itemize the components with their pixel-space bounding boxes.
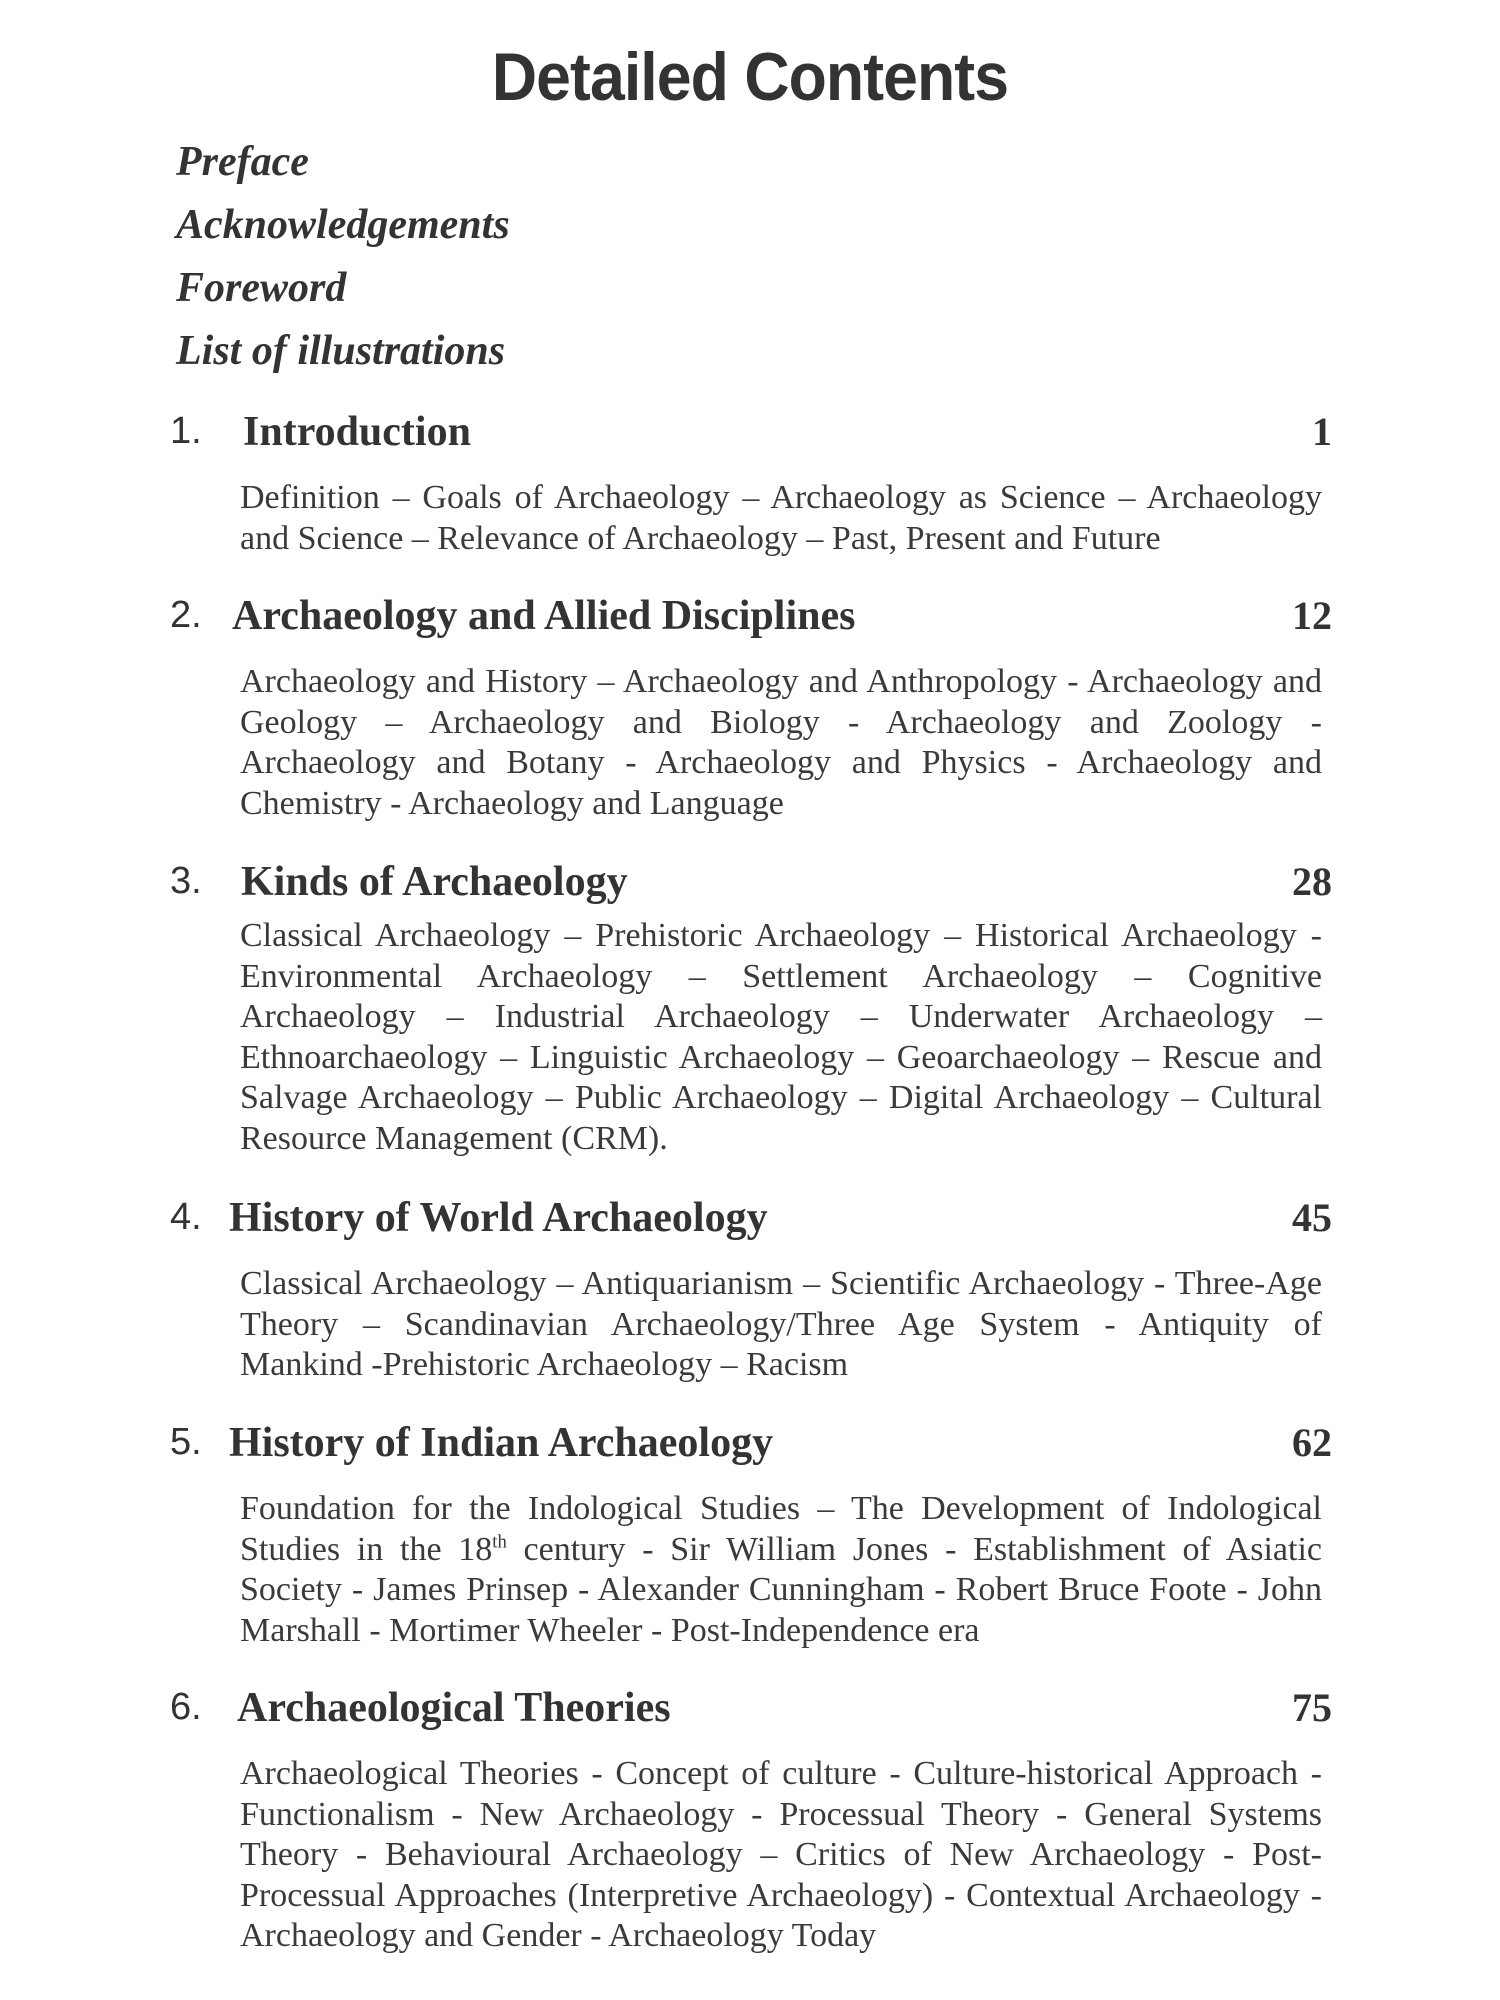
chapter-page: 45 [1292, 1195, 1332, 1240]
page-title: Detailed Contents [491, 39, 1009, 115]
chapter-1 [0, 409, 1500, 557]
chapter-title: Archaeological Theories [237, 1685, 671, 1731]
chapter-number: 2. [170, 594, 202, 636]
chapter-title: History of Indian Archaeology [229, 1420, 774, 1466]
front-matter-foreword: Foreword [176, 265, 347, 311]
front-matter-preface: Preface [176, 139, 309, 185]
front-matter-list-of-illustrations: List of illustrations [176, 328, 506, 374]
description-text: Foundation for the Indological Studies – The Development of Indological Studies in the 18 [240, 1490, 1322, 1568]
chapter-6 [0, 1685, 1500, 1954]
chapter-title: Kinds of Archaeology [241, 859, 628, 905]
description-text-continued: century - Sir William Jones - Establishment of Asiatic Society - James Prinsep - Alexander Cunningham - Robert Bruce Foote - John Marshall - Mortimer Wheeler - Post-Independence era [240, 1530, 1322, 1649]
front-matter-acknowledgements: Acknowledgements [176, 202, 510, 248]
chapter-description: Classical Archaeology – Prehistoric Archaeology – Historical Archaeology - Environmental Archaeology – Settlement Archaeology – Cognitive Archaeology – Industrial Archaeology – Underwater Archaeology – Ethnoarchaeology – Linguistic Archaeology – Geoarchaeology – Rescue and Salvage Archaeology – Public Archaeology – Digital Archaeology – Cultural Resource Management (CRM). [240, 917, 1322, 1157]
chapter-4 [0, 1195, 1500, 1383]
chapter-description: Classical Archaeology – Antiquarianism – Scientific Archaeology - Three-Age Theory – Scandinavian Archaeology/Three Age System - Antiquity of Mankind -Prehistoric Archaeology – Racism [240, 1265, 1322, 1383]
chapter-title: Archaeology and Allied Disciplines [232, 593, 856, 639]
chapter-description: Archaeology and History – Archaeology and Anthropology - Archaeology and Geology – Archaeology and Biology - Archaeology and Zoology - Archaeology and Botany - Archaeology and Physics - Archaeology and Chemistry - Archaeology and Language [240, 663, 1322, 822]
chapter-5 [0, 1420, 1500, 1649]
chapter-number: 1. [170, 410, 202, 452]
chapter-number: 5. [170, 1421, 202, 1463]
chapter-2 [0, 593, 1500, 822]
chapter-description: Definition – Goals of Archaeology – Archaeology as Science – Archaeology and Science – Relevance of Archaeology – Past, Present and Future [240, 479, 1322, 557]
ordinal-suffix: th [492, 1531, 507, 1553]
chapter-page: 75 [1292, 1685, 1332, 1730]
chapter-description [240, 1489, 1322, 1651]
chapter-description: Archaeological Theories - Concept of culture - Culture-historical Approach - Functionalism - New Archaeology - Processual Theory - General Systems Theory - Behavioural Archaeology – Critics of New Archaeology - Post-Processual Approaches (Interpretive Archaeology) - Contextual Archaeology - Archaeology and Gender - Archaeology Today [240, 1755, 1322, 1954]
chapter-title: History of World Archaeology [229, 1195, 768, 1241]
chapter-number: 6. [170, 1686, 202, 1728]
chapter-number: 4. [170, 1196, 202, 1238]
chapter-3 [0, 859, 1500, 1157]
chapter-page: 12 [1292, 593, 1332, 638]
chapter-page: 62 [1292, 1420, 1332, 1465]
chapter-title: Introduction [243, 409, 471, 455]
chapter-number: 3. [170, 860, 202, 902]
chapter-page: 28 [1292, 859, 1332, 904]
chapter-page: 1 [1312, 409, 1332, 454]
